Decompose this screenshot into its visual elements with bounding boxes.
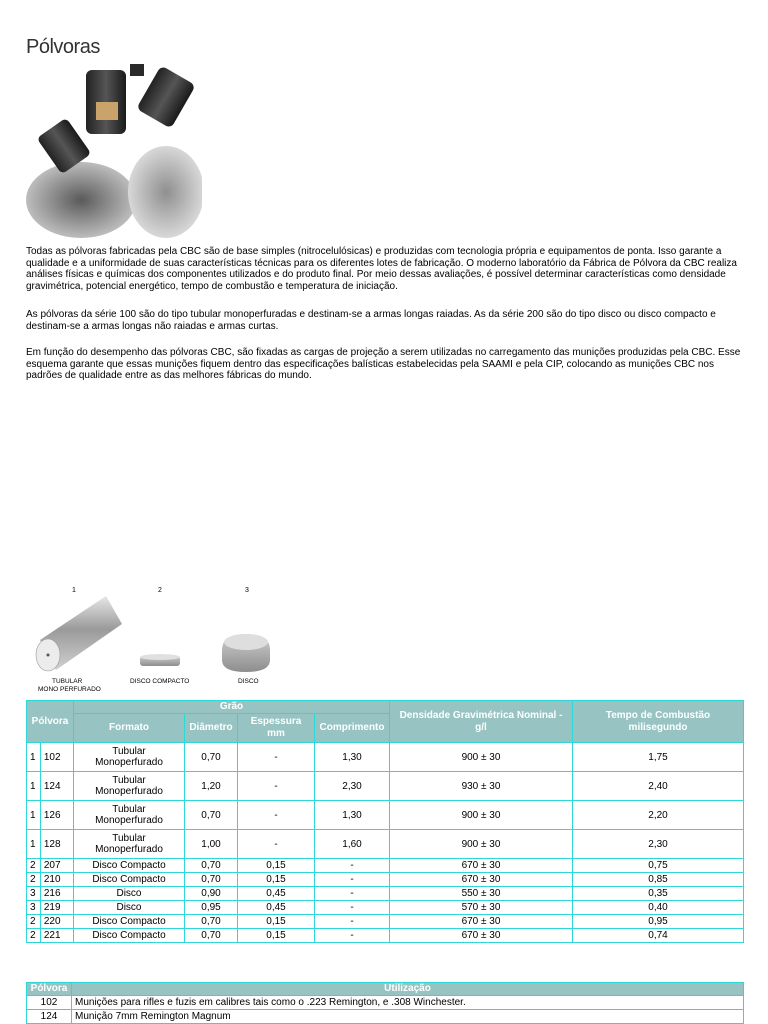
usage-header-polvora: Pólvora <box>27 983 72 996</box>
usage-table <box>26 982 744 1024</box>
diagram-label-mono: MONO PERFURADO <box>38 686 101 693</box>
table-row <box>27 772 744 801</box>
cell-formato: Disco <box>74 887 185 901</box>
cell-serie: 2 <box>27 873 41 887</box>
cell-serie: 3 <box>27 887 41 901</box>
cell-codigo: 128 <box>40 830 73 859</box>
cell-formato: Disco Compacto <box>74 873 185 887</box>
cell-diametro: 0,90 <box>185 887 238 901</box>
page-title: Pólvoras <box>26 36 100 58</box>
cell-comprimento: - <box>315 929 390 943</box>
header-polvora: Pólvora <box>27 701 74 743</box>
cell-codigo: 210 <box>40 873 73 887</box>
cell-densidade: 570 ± 30 <box>390 901 573 915</box>
cell-espessura: 0,15 <box>238 929 315 943</box>
cell-densidade: 900 ± 30 <box>390 830 573 859</box>
cell-espessura: - <box>238 772 315 801</box>
cell-formato: Disco Compacto <box>74 915 185 929</box>
cell-tempo: 0,35 <box>573 887 744 901</box>
cell-espessura: - <box>238 743 315 772</box>
cell-codigo: 102 <box>40 743 73 772</box>
diagram-label-tubular: TUBULAR <box>52 678 83 685</box>
cell-tempo: 2,30 <box>573 830 744 859</box>
cell-densidade: 670 ± 30 <box>390 929 573 943</box>
cell-codigo: 220 <box>40 915 73 929</box>
cell-codigo: 124 <box>40 772 73 801</box>
cell-espessura: 0,15 <box>238 873 315 887</box>
cell-comprimento: 1,30 <box>315 743 390 772</box>
table-row <box>27 996 744 1010</box>
cell-espessura: - <box>238 830 315 859</box>
cell-tempo: 0,74 <box>573 929 744 943</box>
usage-cell-codigo: 124 <box>27 1010 72 1024</box>
diagram-label-disco: DISCO <box>238 678 259 685</box>
cell-serie: 1 <box>27 743 41 772</box>
table-row <box>27 1010 744 1024</box>
cell-comprimento: 1,60 <box>315 830 390 859</box>
table-row <box>27 743 744 772</box>
cell-tempo: 0,75 <box>573 859 744 873</box>
cell-serie: 1 <box>27 772 41 801</box>
cell-comprimento: 2,30 <box>315 772 390 801</box>
header-espessura: Espessura mm <box>238 714 315 743</box>
cell-comprimento: 1,30 <box>315 801 390 830</box>
cell-diametro: 1,00 <box>185 830 238 859</box>
cell-densidade: 930 ± 30 <box>390 772 573 801</box>
performance-paragraph: Em função do desempenho das pólvoras CBC, são fixadas as cargas de projeção a serem utilizadas no carregamento das munições produzidas pela CBC. Esse esquema garante que essas munições fiquem dentro das especificações balísticas estabelecidas pela SAAMI e pela CIP, colocando as munições CBC nos padrões de qualidade entre as das melhores fábricas do mundo. <box>26 347 741 382</box>
cell-diametro: 1,20 <box>185 772 238 801</box>
cell-codigo: 219 <box>40 901 73 915</box>
table-row <box>27 801 744 830</box>
cell-densidade: 670 ± 30 <box>390 915 573 929</box>
cell-comprimento: - <box>315 915 390 929</box>
usage-cell-uso: Munições para rifles e fuzis em calibres tais como o .223 Remington, e .308 Winchester. <box>72 996 744 1010</box>
cell-diametro: 0,70 <box>185 859 238 873</box>
cell-densidade: 670 ± 30 <box>390 859 573 873</box>
cell-formato: Disco Compacto <box>74 859 185 873</box>
grain-specs-table <box>26 700 744 943</box>
series-paragraph: As pólvoras da série 100 são do tipo tubular monoperfuradas e destinam-se a armas longas raiadas. As da série 200 são do tipo disco ou disco compacto e destinam-se a armas longas não raiadas e armas curtas. <box>26 309 716 332</box>
cell-tempo: 0,85 <box>573 873 744 887</box>
usage-cell-codigo: 102 <box>27 996 72 1010</box>
usage-header-utilizacao: Utilização <box>72 983 744 996</box>
cell-comprimento: - <box>315 859 390 873</box>
cell-formato: Tubular Monoperfurado <box>74 830 185 859</box>
cell-espessura: 0,15 <box>238 859 315 873</box>
table-row <box>27 915 744 929</box>
table-row <box>27 887 744 901</box>
cell-codigo: 216 <box>40 887 73 901</box>
cell-espessura: 0,15 <box>238 915 315 929</box>
cell-serie: 2 <box>27 859 41 873</box>
cell-tempo: 0,95 <box>573 915 744 929</box>
cell-formato: Disco <box>74 901 185 915</box>
cell-densidade: 900 ± 30 <box>390 743 573 772</box>
table-row <box>27 859 744 873</box>
cell-diametro: 0,70 <box>185 873 238 887</box>
cell-codigo: 207 <box>40 859 73 873</box>
cell-espessura: - <box>238 801 315 830</box>
header-densidade: Densidade Gravimétrica Nominal - g/l <box>390 701 573 743</box>
table-row <box>27 873 744 887</box>
header-diametro: Diâmetro <box>185 714 238 743</box>
diagram-number-3: 3 <box>245 587 249 594</box>
cell-serie: 1 <box>27 801 41 830</box>
header-formato: Formato <box>74 714 185 743</box>
cell-diametro: 0,70 <box>185 929 238 943</box>
cell-serie: 2 <box>27 929 41 943</box>
table-row <box>27 830 744 859</box>
cell-serie: 3 <box>27 901 41 915</box>
cell-densidade: 670 ± 30 <box>390 873 573 887</box>
usage-cell-uso: Munição 7mm Remington Magnum <box>72 1010 744 1024</box>
cell-tempo: 2,20 <box>573 801 744 830</box>
intro-paragraph: Todas as pólvoras fabricadas pela CBC são de base simples (nitrocelulósicas) e produzidas com tecnologia própria e equipamentos de ponta. Isso garante a qualidade e a uniformidade de suas características técnicas para os diferentes lotes de fabricação. O moderno laboratório da Fábrica de Pólvora da CBC realiza análises físicas e químicas dos componentes utilizados e do produto final. Por meio dessas avaliações, é possível determinar características como densidade gravimétrica, potencial energético, tempo de combustão e temperatura de iniciação. <box>26 246 737 292</box>
cell-densidade: 900 ± 30 <box>390 801 573 830</box>
header-grao: Grão <box>74 701 390 714</box>
cell-densidade: 550 ± 30 <box>390 887 573 901</box>
diagram-number-2: 2 <box>158 587 162 594</box>
cell-codigo: 126 <box>40 801 73 830</box>
grain-shapes-diagram <box>26 580 296 696</box>
header-tempo: Tempo de Combustão milisegundo <box>573 701 744 743</box>
cell-codigo: 221 <box>40 929 73 943</box>
cell-tempo: 0,40 <box>573 901 744 915</box>
cell-formato: Tubular Monoperfurado <box>74 743 185 772</box>
cell-diametro: 0,95 <box>185 901 238 915</box>
cell-comprimento: - <box>315 873 390 887</box>
table-row <box>27 929 744 943</box>
powder-samples-photo <box>26 62 202 240</box>
diagram-number-1: 1 <box>72 587 76 594</box>
cell-tempo: 1,75 <box>573 743 744 772</box>
cell-tempo: 2,40 <box>573 772 744 801</box>
diagram-label-disco-compacto: DISCO COMPACTO <box>130 678 190 685</box>
cell-diametro: 0,70 <box>185 743 238 772</box>
table-row <box>27 901 744 915</box>
cell-formato: Tubular Monoperfurado <box>74 772 185 801</box>
cell-diametro: 0,70 <box>185 801 238 830</box>
cell-comprimento: - <box>315 901 390 915</box>
cell-formato: Tubular Monoperfurado <box>74 801 185 830</box>
header-comprimento: Comprimento <box>315 714 390 743</box>
cell-espessura: 0,45 <box>238 901 315 915</box>
cell-formato: Disco Compacto <box>74 929 185 943</box>
cell-serie: 1 <box>27 830 41 859</box>
cell-diametro: 0,70 <box>185 915 238 929</box>
cell-espessura: 0,45 <box>238 887 315 901</box>
cell-comprimento: - <box>315 887 390 901</box>
cell-serie: 2 <box>27 915 41 929</box>
